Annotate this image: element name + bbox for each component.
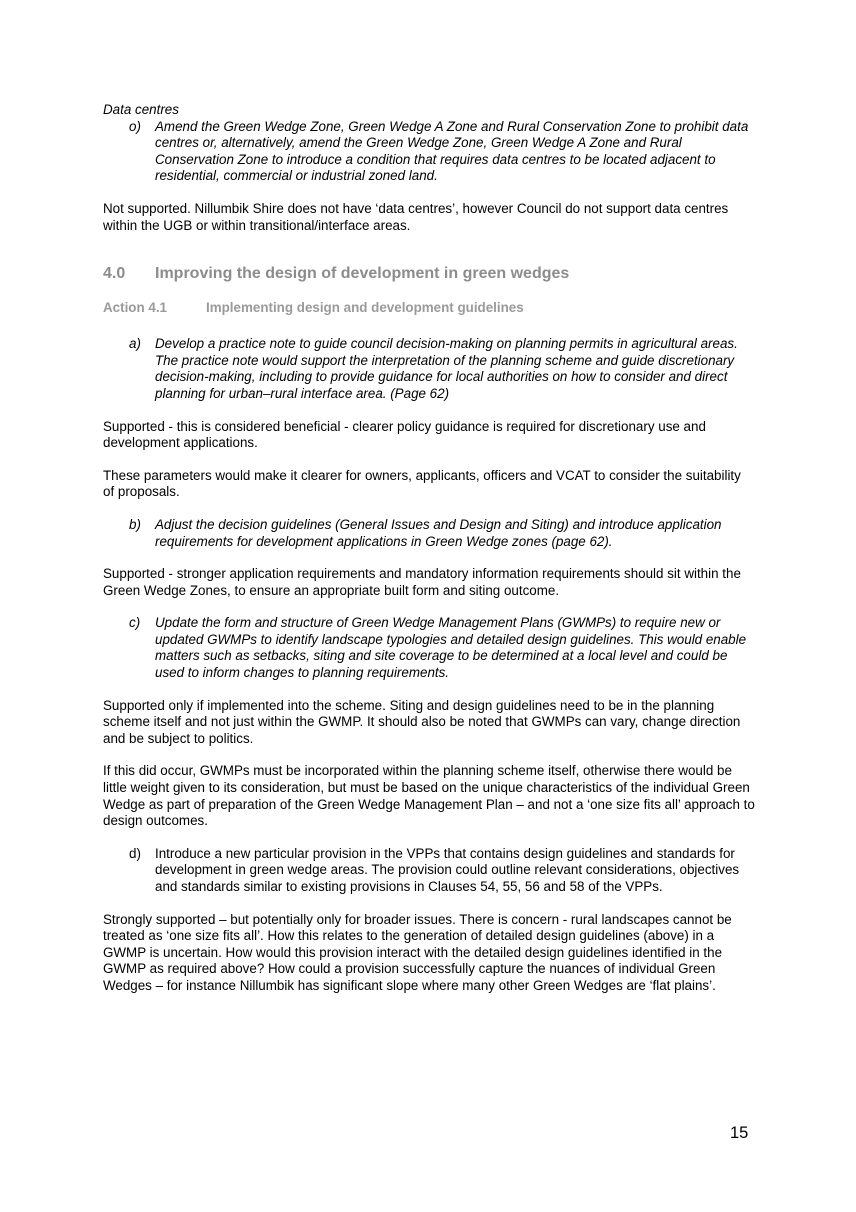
- section-title: Improving the design of development in green wedges: [155, 265, 570, 283]
- list-item-text: Adjust the decision guidelines (General Issues and Design and Siting) and introduce application requirements for development applications in Green Wedge zones (page 62).: [155, 516, 722, 549]
- list-item-text: Update the form and structure of Green Wedge Management Plans (GWMPs) to require new or updated GWMPs to identify landscape typologies and detailed design guidelines. This would enable matters such as setbacks, siting and site coverage to be determined at a local level and could be used to inform changes to planning requirements.: [155, 615, 747, 681]
- response-paragraph: Supported only if implemented into the scheme. Siting and design guidelines need to be in the planning scheme itself and not just within the GWMP. It should also be noted that GWMPs can vary, change direction and be subject to politics.: [103, 697, 741, 746]
- list-item-text: Amend the Green Wedge Zone, Green Wedge A Zone and Rural Conservation Zone to prohibit data centres or, alternatively, amend the Green Wedge Zone, Green Wedge A Zone and Rural Conservation Zone to introduce a condition that requires data centres to be located adjacent to residential, commercial or industrial zoned land.: [155, 118, 749, 184]
- section-number: 4.0: [103, 265, 126, 283]
- response-paragraph: These parameters would make it clearer for owners, applicants, officers and VCAT to consider the suitability of proposals.: [103, 467, 741, 500]
- response-paragraph: Strongly supported – but potentially only for broader issues. There is concern - rural landscapes cannot be treated as ‘one size fits all’. How this relates to the generation of detailed design guidelines (above) in a GWMP is uncertain. How would this provision interact with the detailed design guidelines identified in the GWMP as required above? How could a provision successfully capture the nuances of individual Green Wedges – for instance Nillumbik has significant slope where many other Green Wedges are ‘flat plains’.: [103, 911, 732, 993]
- list-item-text: Develop a practice note to guide council decision-making on planning permits in agricultural areas. The practice note would support the interpretation of the planning scheme and guide discretionary decision-making, including to provide guidance for local authorities on how to consider and direct planning for urban–rural interface area. (Page 62): [155, 336, 738, 401]
- list-item-text: Introduce a new particular provision in the VPPs that contains design guidelines and standards for development in green wedge areas. The provision could outline relevant considerations, objectives and standards similar to existing provisions in Clauses 54, 55, 56 and 58 of the VPPs.: [155, 845, 740, 894]
- list-marker: c): [129, 615, 141, 631]
- list-marker: o): [129, 118, 141, 134]
- response-paragraph: Supported - this is considered beneficial - clearer policy guidance is required for discretionary use and development applications.: [103, 418, 706, 451]
- action-title: Implementing design and development guidelines: [206, 300, 524, 316]
- list-marker: a): [129, 336, 141, 352]
- list-item-b: [103, 517, 755, 550]
- action-number: Action 4.1: [103, 300, 167, 316]
- response-paragraph: Supported - stronger application requirements and mandatory information requirements should sit within the Green Wedge Zones, to ensure an appropriate built form and siting outcome.: [103, 566, 741, 598]
- action-heading: [103, 300, 755, 316]
- document-page: [103, 102, 755, 995]
- list-item-d: [103, 846, 755, 896]
- list-item-c: [103, 615, 755, 681]
- list-item-o: [103, 119, 755, 185]
- data-centres-heading: Data centres: [103, 102, 179, 117]
- list-item-a: [103, 336, 755, 402]
- response-paragraph: If this did occur, GWMPs must be incorporated within the planning scheme itself, otherwise there would be little weight given to its consideration, but must be based on the unique characteristics of the individual Green Wedge as part of preparation of the Green Wedge Management Plan – and not a ‘one size fits all’ approach to design outcomes.: [103, 763, 755, 829]
- list-marker: d): [129, 845, 141, 861]
- page-number: 15: [730, 1124, 749, 1142]
- list-marker: b): [129, 516, 141, 532]
- response-paragraph: Not supported. Nillumbik Shire does not have ‘data centres’, however Council do not support data centres within the UGB or within transitional/interface areas.: [103, 200, 729, 233]
- section-heading: [103, 264, 755, 284]
